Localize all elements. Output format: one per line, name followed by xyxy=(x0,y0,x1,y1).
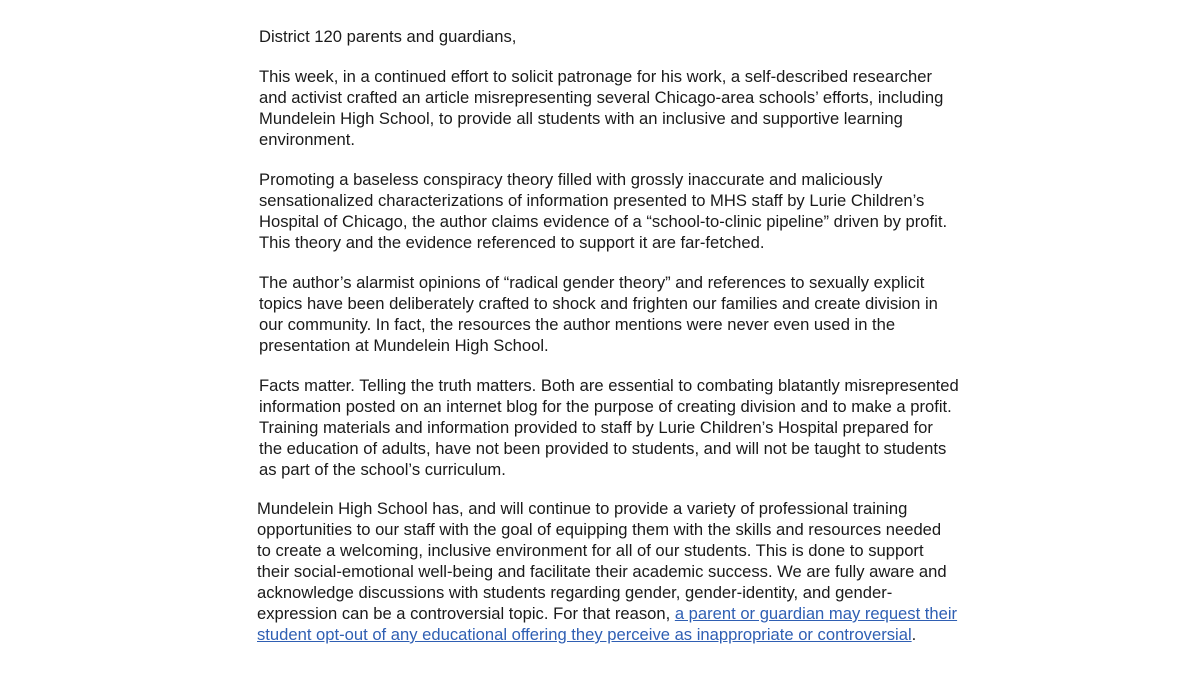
letter-body xyxy=(259,26,959,664)
letter-paragraph: Facts matter. Telling the truth matters. Both are essential to combating blatantly misrepresented information posted on an internet blog for the purpose of creating division and to make a profit. Training materials and information provided to staff by Lurie Children’s Hospital prepared for the education of adults, have not been provided to students, and will not be taught to students as part of the school’s curriculum. xyxy=(259,376,959,479)
letter-paragraph: This week, in a continued effort to solicit patronage for his work, a self-described researcher and activist crafted an article misrepresenting several Chicago-area schools’ efforts, including Mundelein High School, to provide all students with an inclusive and supportive learning environment. xyxy=(259,67,944,149)
closing-text-before-link: Mundelein High School has, and will continue to provide a variety of professional training opportunities to our staff with the goal of equipping them with the skills and resources needed to create a welcoming, inclusive environment for all of our students. This is done to support their social-emotional well-being and facilitate their academic success. We are fully aware and acknowledge discussions with students regarding gender, gender-identity, and gender-expression can be a controversial topic. For that reason, xyxy=(257,499,947,623)
letter-closing-paragraph xyxy=(257,498,959,645)
closing-text-after-link: . xyxy=(911,625,917,644)
letter-greeting: District 120 parents and guardians, xyxy=(259,27,517,46)
letter-paragraph: Promoting a baseless conspiracy theory filled with grossly inaccurate and maliciously sensationalized characterizations of information presented to MHS staff by Lurie Children’s Hospital of Chicago, the author claims evidence of a “school-to-clinic pipeline” driven by profit. This theory and the evidence referenced to support it are far-fetched. xyxy=(259,170,948,252)
letter-paragraph: The author’s alarmist opinions of “radical gender theory” and references to sexually explicit topics have been deliberately crafted to shock and frighten our families and create division in our community. In fact, the resources the author mentions were never even used in the presentation at Mundelein High School. xyxy=(259,273,938,355)
opt-out-request-link[interactable]: a parent or guardian may request their student opt-out of any educational offering they perceive as inappropriate or controversial xyxy=(257,604,958,644)
